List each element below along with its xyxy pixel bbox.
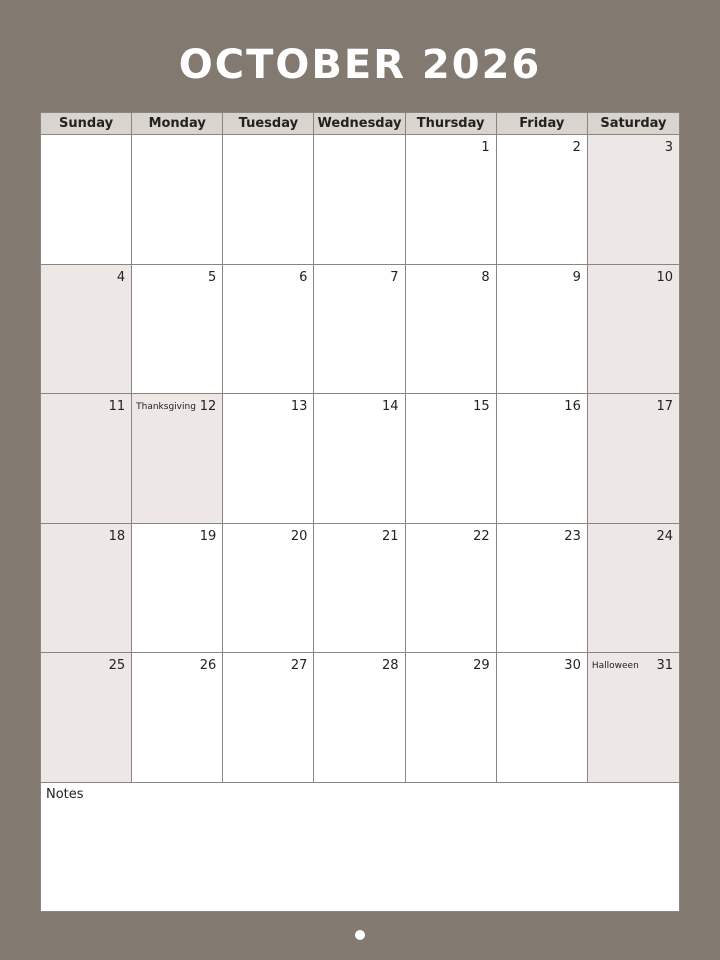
calendar	[40, 112, 680, 912]
day-cell[interactable]	[588, 265, 679, 395]
day-cell[interactable]	[406, 135, 497, 265]
day-cell[interactable]	[497, 524, 588, 654]
day-number: 2	[572, 140, 581, 155]
day-number: 18	[108, 528, 126, 544]
day-cell[interactable]	[314, 524, 405, 654]
day-number: 14	[382, 399, 399, 415]
day-cell[interactable]	[132, 265, 223, 395]
day-cell[interactable]	[223, 524, 314, 654]
day-number: 13	[290, 399, 308, 415]
page-indicator-dot	[355, 930, 365, 940]
day-cell[interactable]	[497, 265, 588, 395]
day-cell[interactable]	[41, 135, 132, 265]
weekday-header-wednesday: Wednesday	[314, 113, 405, 134]
day-cell[interactable]	[132, 653, 223, 783]
day-cell[interactable]	[41, 653, 132, 783]
day-number: 25	[108, 658, 126, 674]
weekday-header-sunday: Sunday	[41, 113, 132, 134]
day-cell[interactable]	[497, 653, 588, 783]
day-number: 21	[382, 528, 399, 544]
day-cell[interactable]	[223, 394, 314, 524]
day-cell[interactable]	[314, 394, 405, 524]
day-number: 9	[572, 269, 581, 285]
day-cell[interactable]	[132, 394, 223, 524]
day-cell[interactable]	[588, 653, 679, 783]
day-number: 10	[656, 269, 673, 285]
day-number: 7	[390, 269, 399, 285]
day-number: 20	[290, 528, 308, 544]
day-cell[interactable]	[223, 653, 314, 783]
day-cell[interactable]	[314, 653, 405, 783]
day-cell[interactable]	[132, 524, 223, 654]
day-cell[interactable]	[588, 394, 679, 524]
day-number: 4	[116, 269, 126, 285]
day-cell[interactable]	[132, 135, 223, 265]
day-number: 16	[564, 399, 581, 415]
day-cell[interactable]	[588, 524, 679, 654]
weekday-header-row	[41, 113, 679, 135]
day-number: 17	[656, 399, 673, 415]
day-number: 3	[664, 140, 673, 155]
day-number: 24	[656, 528, 673, 544]
weekday-header-thursday: Thursday	[406, 113, 497, 134]
day-cell[interactable]	[497, 135, 588, 265]
weekday-header-monday: Monday	[132, 113, 223, 134]
notes-area[interactable]	[41, 783, 679, 911]
day-number: 22	[473, 528, 490, 544]
event-label: Halloween	[591, 661, 639, 672]
day-number: 28	[382, 658, 399, 674]
day-number: 8	[481, 269, 490, 285]
day-cell[interactable]	[41, 265, 132, 395]
day-cell[interactable]	[314, 135, 405, 265]
day-number: 29	[473, 658, 490, 674]
day-cell[interactable]	[406, 394, 497, 524]
day-cell[interactable]	[223, 135, 314, 265]
day-number: 23	[564, 528, 581, 544]
day-number: 27	[290, 658, 308, 674]
day-cell[interactable]	[588, 135, 679, 265]
day-number: 31	[656, 658, 673, 674]
day-number: 1	[481, 140, 490, 155]
day-number: 15	[473, 399, 490, 415]
day-cell[interactable]	[406, 653, 497, 783]
day-cell[interactable]	[497, 394, 588, 524]
day-cell[interactable]	[41, 394, 132, 524]
day-number: 6	[299, 269, 308, 285]
day-number: 5	[208, 269, 217, 285]
day-number: 12	[199, 399, 217, 415]
day-number: 19	[199, 528, 217, 544]
day-cell[interactable]	[406, 524, 497, 654]
weekday-header-friday: Friday	[497, 113, 588, 134]
day-cell[interactable]	[314, 265, 405, 395]
day-number: 26	[199, 658, 217, 674]
weekday-header-saturday: Saturday	[588, 113, 679, 134]
page-title: OCTOBER 2026	[178, 42, 542, 88]
day-number: 11	[108, 399, 126, 415]
day-cell[interactable]	[41, 524, 132, 654]
day-cell[interactable]	[406, 265, 497, 395]
event-label: Thanksgiving	[136, 402, 196, 413]
notes-label: Notes	[46, 787, 84, 802]
weekday-header-tuesday: Tuesday	[223, 113, 314, 134]
day-grid	[41, 135, 679, 783]
day-number: 30	[564, 658, 581, 674]
day-cell[interactable]	[223, 265, 314, 395]
